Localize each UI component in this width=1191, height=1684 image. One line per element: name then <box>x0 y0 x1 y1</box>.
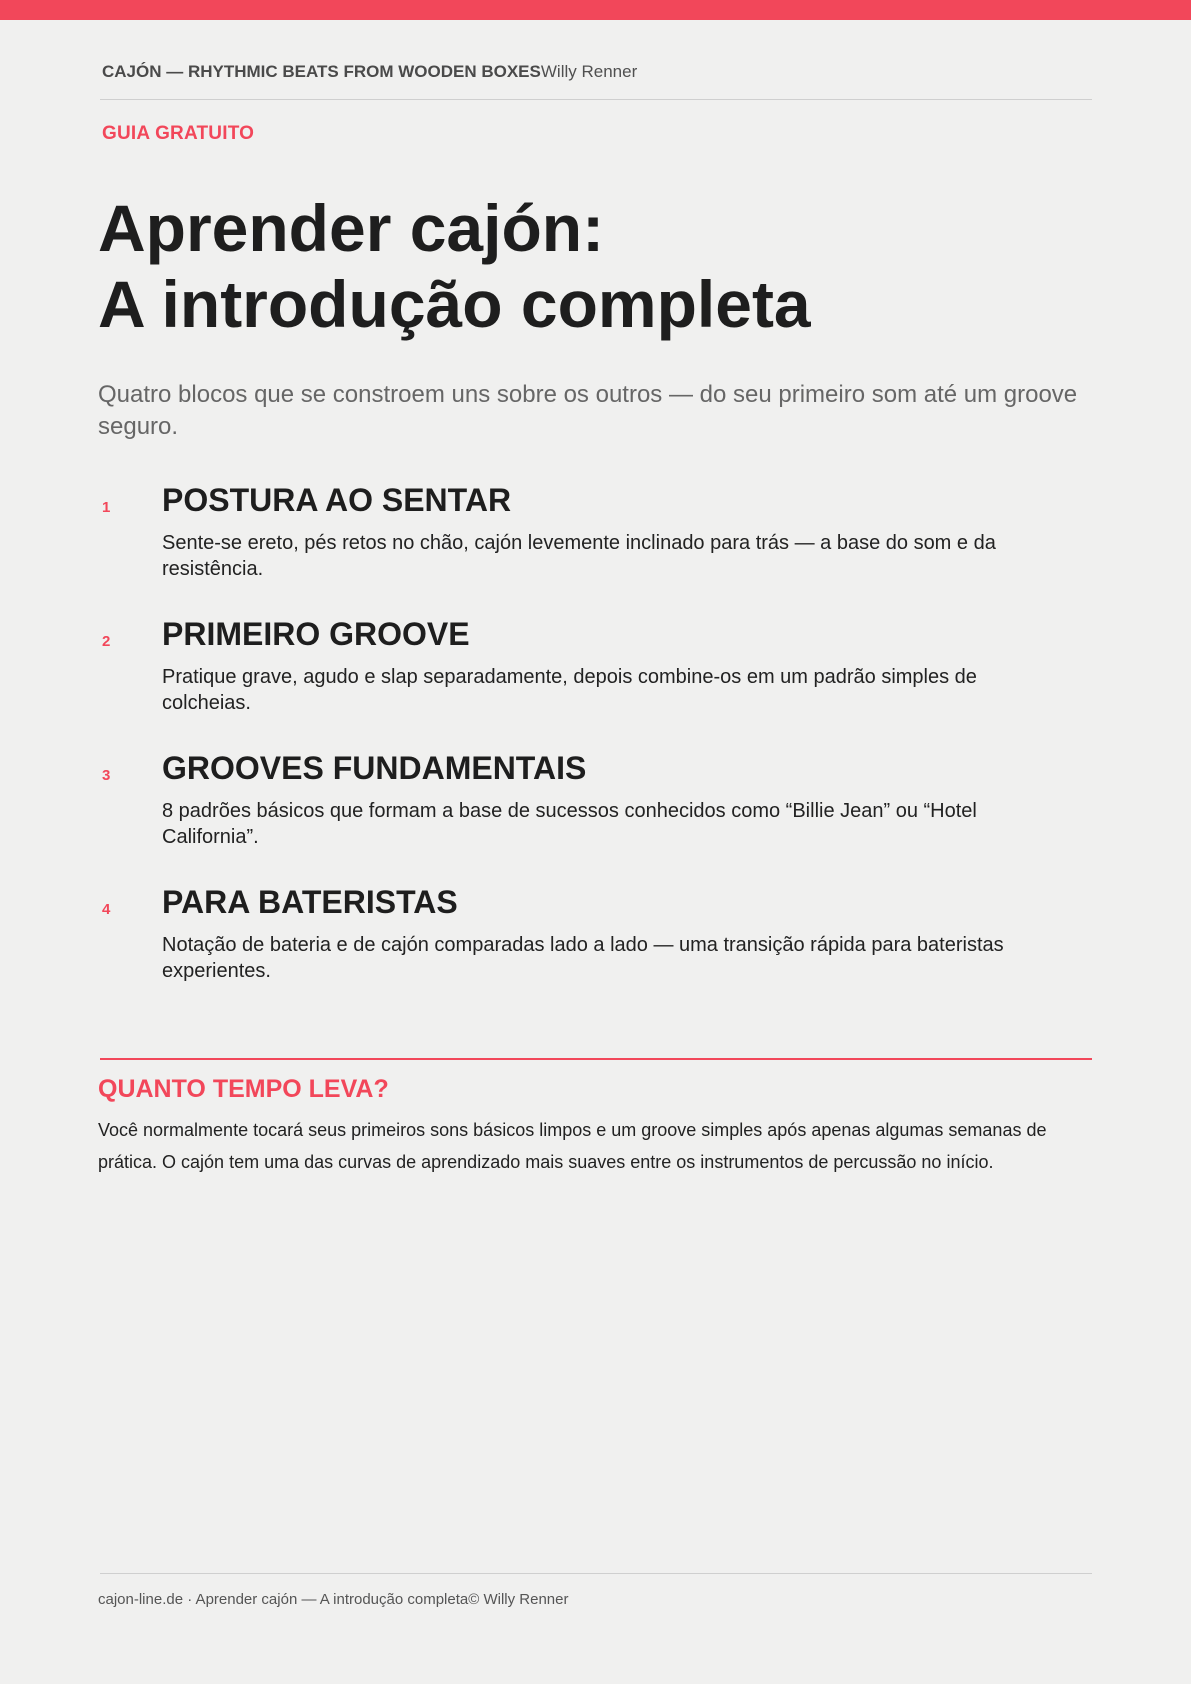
page-header <box>102 62 637 82</box>
step-title: PRIMEIRO GROOVE <box>162 616 470 652</box>
page-title-line-1: Aprender cajón: <box>98 191 605 265</box>
footer-copyright: © Willy Renner <box>468 1591 569 1608</box>
duration-text: Você normalmente tocará seus primeiros sons básicos limpos e um groove simples após apenas algumas semanas de prática. O cajón tem uma das curvas de aprendizado mais suaves entre os instrumentos de percussão no início. <box>98 1120 1047 1172</box>
header-author: Willy Renner <box>540 62 638 81</box>
eyebrow-label: GUIA GRATUITO <box>102 123 255 144</box>
section-divider <box>100 1058 1092 1060</box>
step-description: Pratique grave, agudo e slap separadamente, depois combine-os em um padrão simples de colcheias. <box>162 666 977 714</box>
duration-heading: QUANTO TEMPO LEVA? <box>98 1075 389 1103</box>
page-subtitle: Quatro blocos que se constroem uns sobre os outros — do seu primeiro som até um groove seguro. <box>98 381 1078 440</box>
step-item <box>100 748 1092 882</box>
page-footer <box>98 1591 568 1609</box>
header-divider <box>100 99 1092 100</box>
footer-source: cajon-line.de · Aprender cajón — A introdução completa <box>98 1591 469 1608</box>
steps-list <box>100 480 1092 1016</box>
step-number: 3 <box>102 767 111 784</box>
footer-divider <box>100 1573 1092 1574</box>
step-description: Notação de bateria e de cajón comparadas lado a lado — uma transição rápida para bateristas experientes. <box>162 934 1004 982</box>
page-title <box>98 190 811 342</box>
top-accent-bar <box>0 0 1191 20</box>
step-title: GROOVES FUNDAMENTAIS <box>162 750 587 786</box>
step-number: 2 <box>102 633 111 650</box>
step-description: Sente-se ereto, pés retos no chão, cajón levemente inclinado para trás — a base do som e da resistência. <box>162 532 996 580</box>
page-title-line-2: A introdução completa <box>98 267 811 341</box>
step-title: POSTURA AO SENTAR <box>162 482 512 518</box>
step-number: 1 <box>102 499 111 516</box>
step-item <box>100 480 1092 614</box>
step-item <box>100 614 1092 748</box>
step-number: 4 <box>102 901 111 918</box>
step-item <box>100 882 1092 1016</box>
step-description: 8 padrões básicos que formam a base de sucessos conhecidos como “Billie Jean” ou “Hotel California”. <box>162 800 977 848</box>
header-brand: CAJÓN — RHYTHMIC BEATS FROM WOODEN BOXES <box>102 62 541 81</box>
step-title: PARA BATERISTAS <box>162 884 458 920</box>
